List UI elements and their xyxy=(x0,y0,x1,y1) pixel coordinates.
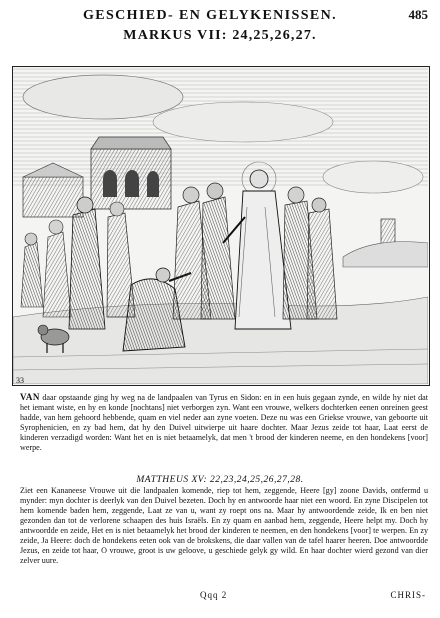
dropcap-word: VAN xyxy=(20,392,40,402)
cloud xyxy=(23,75,183,119)
page-number: 485 xyxy=(408,7,428,22)
passage-markus xyxy=(20,392,428,474)
catchword: CHRIS- xyxy=(390,590,426,600)
plate-number: 33 xyxy=(16,376,24,385)
page-header xyxy=(0,8,440,50)
engraving-illustration xyxy=(13,67,428,384)
scripture-reference: MARKUS VII: 24,25,26,27. xyxy=(123,28,317,43)
passage-markus-text: daar opstaande ging hy weg na de landpaalen van Tyrus en Sidon: en in een huis gegaan zynde, en wilde hy niet dat het iemant wiste, en hy en konde [nochtans] niet verborgen zyn. Want een vrouwe, welkers dochterken eenen onreinen geest hadde, van hem gehoord hebbende, quam en viel neder aan zyne voeten. Deze nu was een Griekse vrouwe, van geboorte uit Syrophenicien, en zy bad hem, dat hy den Duivel uitwierpe uit haare dochter. Maar Jezus zeide tot haar, Laat eerst de kinderen verzadigd worden: Want het en is niet betaamelyk, dat men 't brood der kinderen neeme, en den hondekens [voor] werpe. xyxy=(20,393,428,452)
matthew-reference: MATTHEUS XV: 22,23,24,25,26,27,28. xyxy=(136,475,304,485)
cloud xyxy=(323,161,423,193)
signature-mark: Qqq 2 xyxy=(200,590,228,600)
engraving-plate xyxy=(12,66,430,386)
passage-matthew: Ziet een Kananeese Vrouwe uit die landpaalen komende, riep tot hem, zeggende, Heere [gy] zoone Davids, ontfermd u mynder: myn dochter is deerlyk van den Duivel bezeten. Doch hy en antwoorde haar niet een woord. En zyne Discipelen tot hem komende baden hem, zeggende, Laat ze van u, want zy roept ons na. Maar hy antwoordende zeide, Ik en ben niet gezonden dan tot de verlorene schaapen des huis Israëls. En zy quam en aanbad hem, zeggende, Heere helpt my. Doch hy antwoordde en zeide, Het en is niet betaamelyk het brood der kinderen te neemen, en den hondekens [voor] te werpen. En zy zeide, Ja Heere: doch de hondekens eeten ook van de brokskens, die daar vallen van de tafel haarer heeren. Doe antwoordde Jezus, en zeide tot haar, O vrouwe, groot is uw geloove, u geschiede gelyk gy wild. En haar dochter wierd gezond van dier zelver uure. xyxy=(20,486,428,565)
running-title: GESCHIED- EN GELYKENISSEN. xyxy=(82,8,338,23)
cloud xyxy=(153,102,333,142)
